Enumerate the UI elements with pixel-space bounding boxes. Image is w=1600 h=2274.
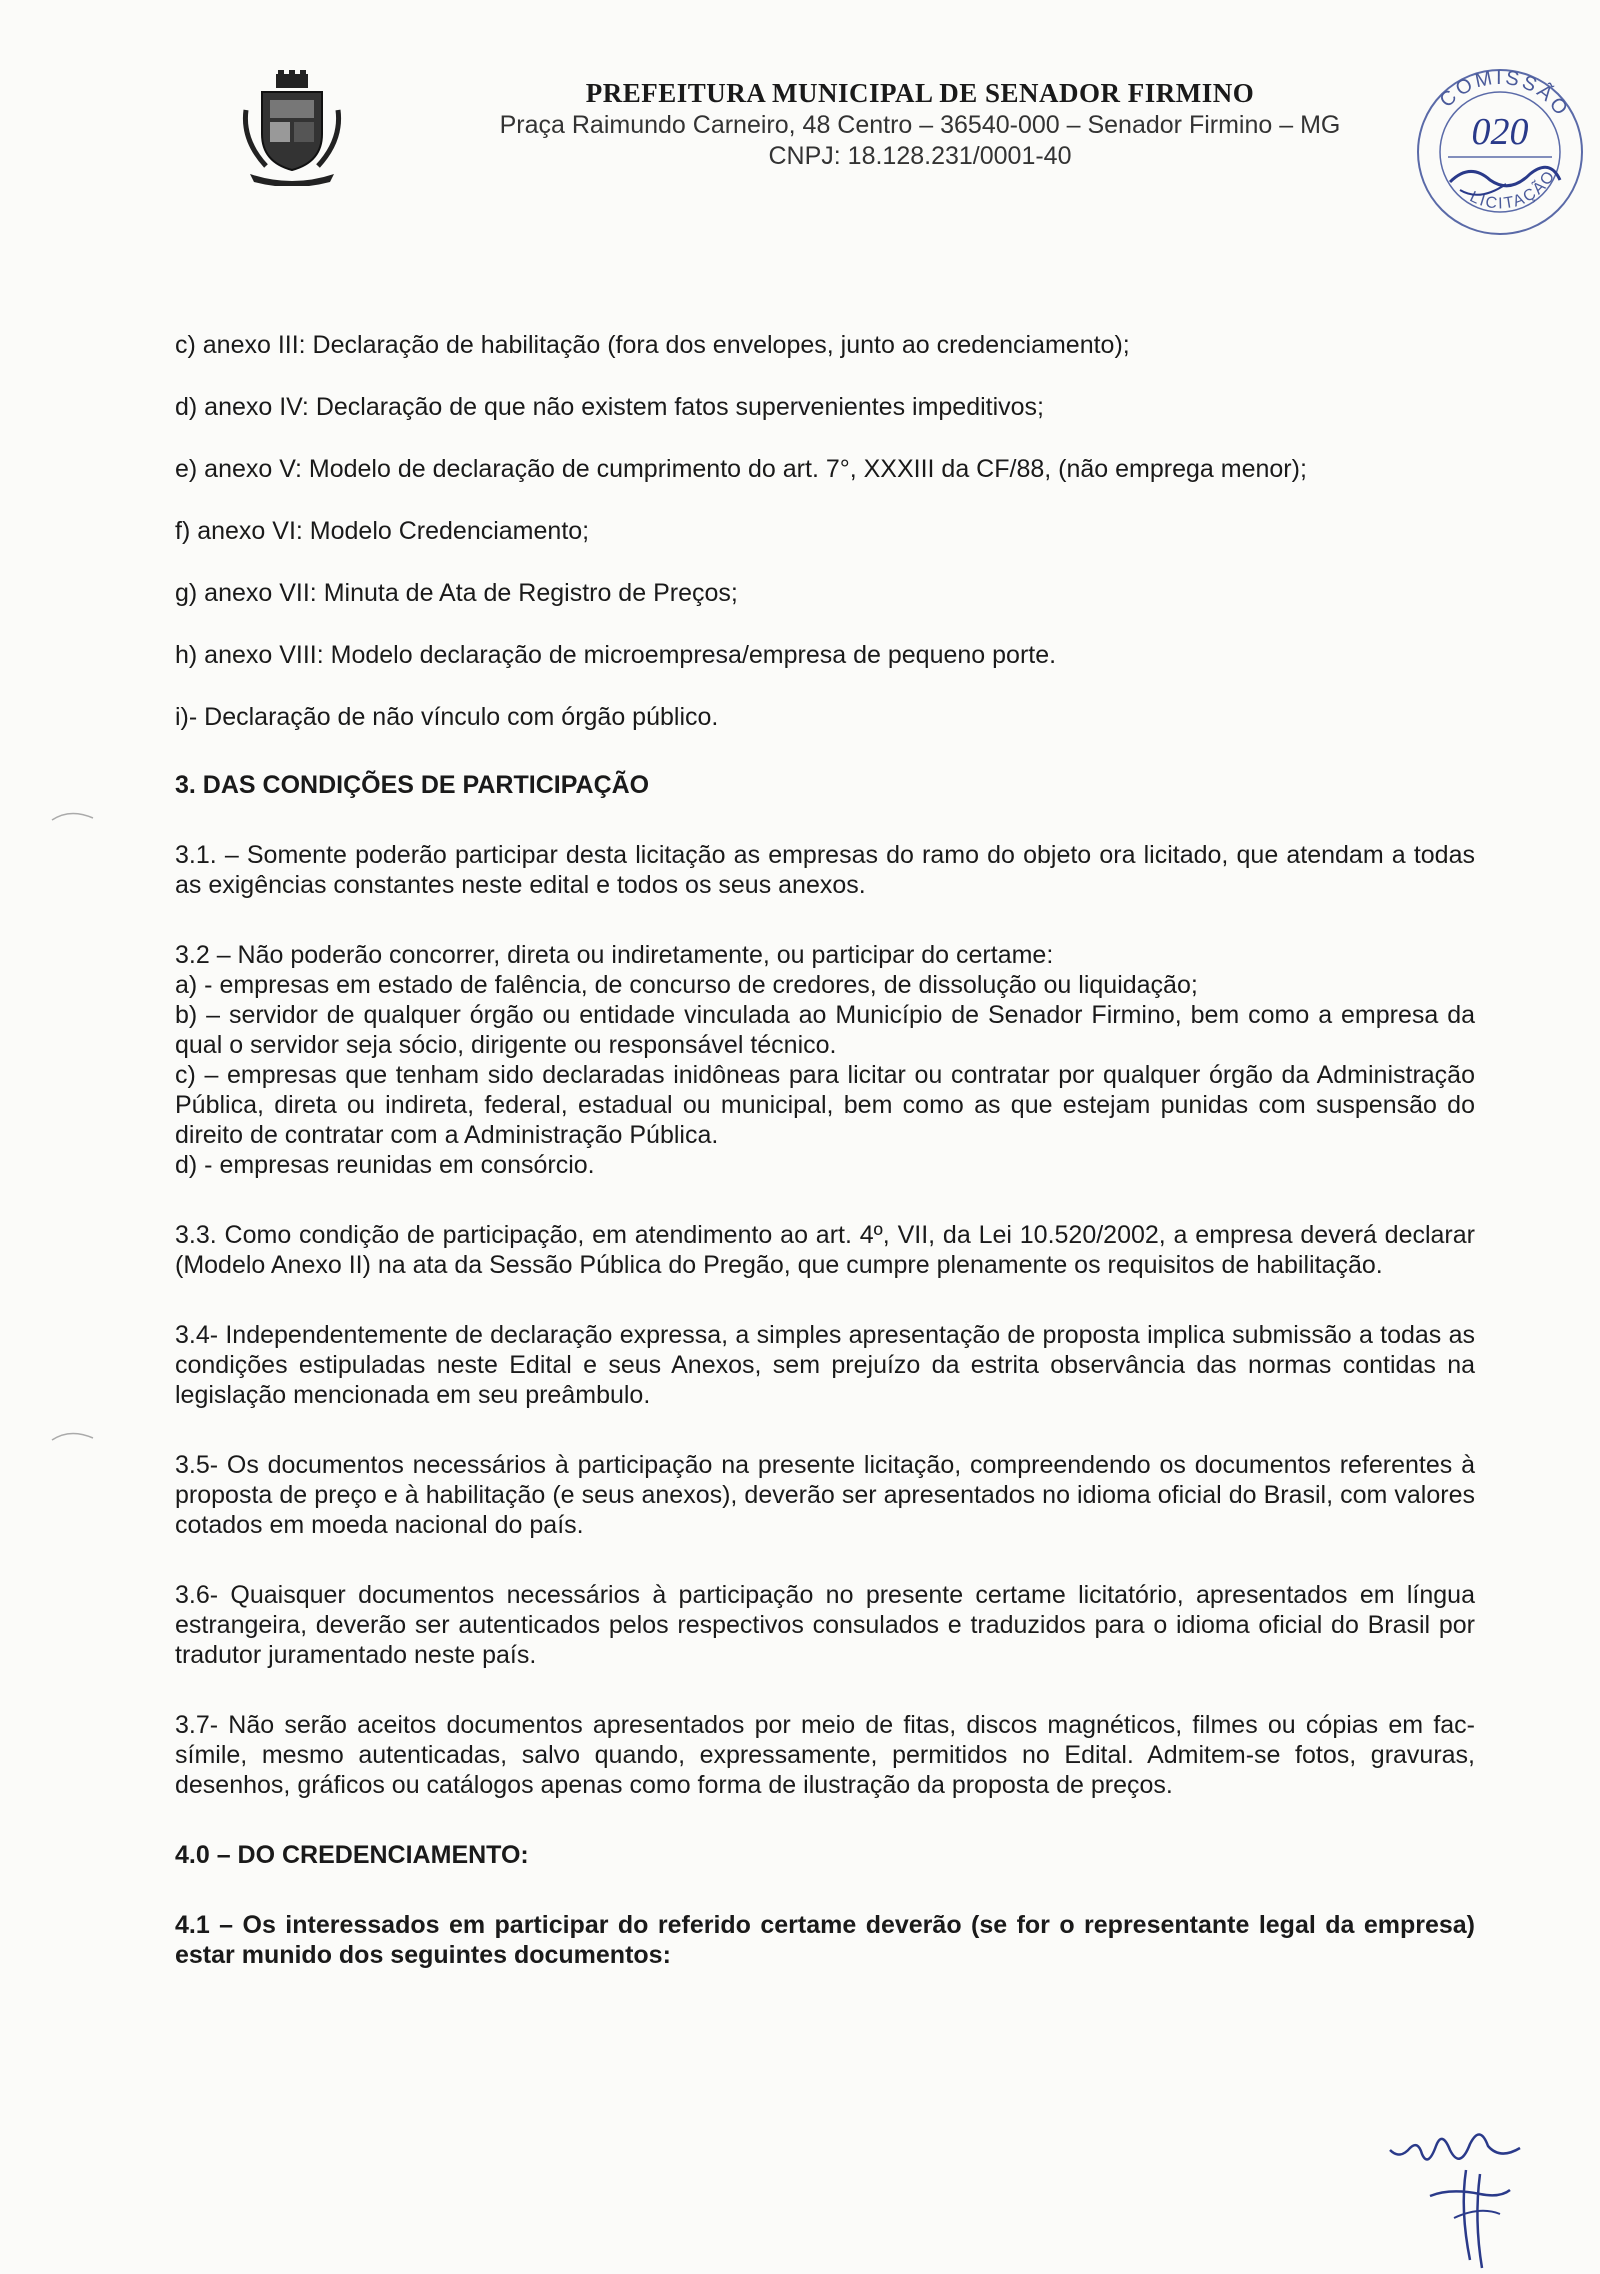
letterhead [430, 78, 1410, 171]
annex-item: f) anexo VI: Modelo Credenciamento; [175, 517, 590, 545]
clause-3-2-d: d) - empresas reunidas em consórcio. [175, 1151, 595, 1179]
clause-3-2-intro: 3.2 – Não poderão concorrer, direta ou indiretamente, ou participar do certame: [175, 941, 1054, 969]
annex-item: d) anexo IV: Declaração de que não existem fatos supervenientes impeditivos; [175, 393, 1045, 421]
annex-item: e) anexo V: Modelo de declaração de cumprimento do art. 7°, XXXIII da CF/88, (não emprega menor); [175, 455, 1307, 483]
annex-item: h) anexo VIII: Modelo declaração de microempresa/empresa de pequeno porte. [175, 641, 1057, 669]
section-heading-4: 4.0 – DO CREDENCIAMENTO: [175, 1841, 529, 1869]
clause-3-2-a: a) - empresas em estado de falência, de concurso de credores, de dissolução ou liquidação; [175, 971, 1198, 999]
margin-mark [50, 1428, 95, 1442]
municipality-title: PREFEITURA MUNICIPAL DE SENADOR FIRMINO [585, 78, 1255, 108]
annex-item: c) anexo III: Declaração de habilitação (fora dos envelopes, junto ao credenciamento); [175, 331, 1130, 359]
stamp-top-text: COMISSÃO [1435, 66, 1574, 122]
clause-4-1: 4.1 – Os interessados em participar do referido certame deverão (se for o representante legal da empresa) estar munido dos seguintes documentos: [175, 1911, 1475, 1969]
clause-3-2-c: c) – empresas que tenham sido declaradas inidôneas para licitar ou contratar por qualquer órgão da Administração Pública, direta ou indireta, federal, estadual ou municipal, bem como as que estejam punidas com suspensão do direito de contratar com a Administração Pública. [175, 1061, 1475, 1149]
clause-3-2 [175, 940, 1475, 1180]
handwritten-signature [1370, 2110, 1570, 2270]
annex-item: g) anexo VII: Minuta de Ata de Registro de Preços; [175, 579, 738, 607]
stamp-bottom-text: LICITAÇÃO [1467, 167, 1560, 213]
margin-mark [50, 808, 95, 822]
commission-stamp [1410, 62, 1590, 242]
stamp-number: 020 [1471, 111, 1529, 153]
annex-item: i)- Declaração de não vínculo com órgão público. [175, 703, 719, 731]
clause-3-4: 3.4- Independentemente de declaração expressa, a simples apresentação de proposta implica submissão a todas as condições estipuladas neste Edital e seus Anexos, sem prejuízo da estrita observância das normas contidas na legislação mencionada em seu preâmbulo. [175, 1321, 1475, 1409]
clause-3-1: 3.1. – Somente poderão participar desta licitação as empresas do ramo do objeto ora licitado, que atendam a todas as exigências constantes neste edital e todos os seus anexos. [175, 841, 1475, 899]
coat-of-arms-icon [240, 70, 344, 186]
municipality-cnpj: CNPJ: 18.128.231/0001-40 [768, 142, 1072, 170]
municipality-address: Praça Raimundo Carneiro, 48 Centro – 36540-000 – Senador Firmino – MG [499, 111, 1341, 139]
clause-3-2-b: b) – servidor de qualquer órgão ou entidade vinculada ao Município de Senador Firmino, bem como a empresa da qual o servidor seja sócio, dirigente ou responsável técnico. [175, 1001, 1475, 1059]
clause-3-3: 3.3. Como condição de participação, em atendimento ao art. 4º, VII, da Lei 10.520/2002, a empresa deverá declarar (Modelo Anexo II) na ata da Sessão Pública do Pregão, que cumpre plenamente os requisitos de habilitação. [175, 1221, 1475, 1279]
clause-3-5: 3.5- Os documentos necessários à participação na presente licitação, compreendendo os documentos referentes à proposta de preço e à habilitação (e seus anexos), deverão ser apresentados no idioma oficial do Brasil, com valores cotados em moeda nacional do país. [175, 1451, 1475, 1539]
annex-list [175, 330, 1475, 732]
section-heading-3: 3. DAS CONDIÇÕES DE PARTICIPAÇÃO [175, 771, 650, 799]
clause-3-6: 3.6- Quaisquer documentos necessários à participação no presente certame licitatório, apresentados em língua estrangeira, deverão ser autenticados pelos respectivos consulados e traduzidos para o idioma oficial do Brasil por tradutor juramentado neste país. [175, 1581, 1475, 1669]
clause-3-7: 3.7- Não serão aceitos documentos apresentados por meio de fitas, discos magnéticos, filmes ou cópias em fac-símile, mesmo autenticadas, salvo quando, expressamente, permitidos no Edital. Admitem-se fotos, gravuras, desenhos, gráficos ou catálogos apenas como forma de ilustração da proposta de preços. [175, 1711, 1475, 1799]
document-body [175, 330, 1475, 2010]
